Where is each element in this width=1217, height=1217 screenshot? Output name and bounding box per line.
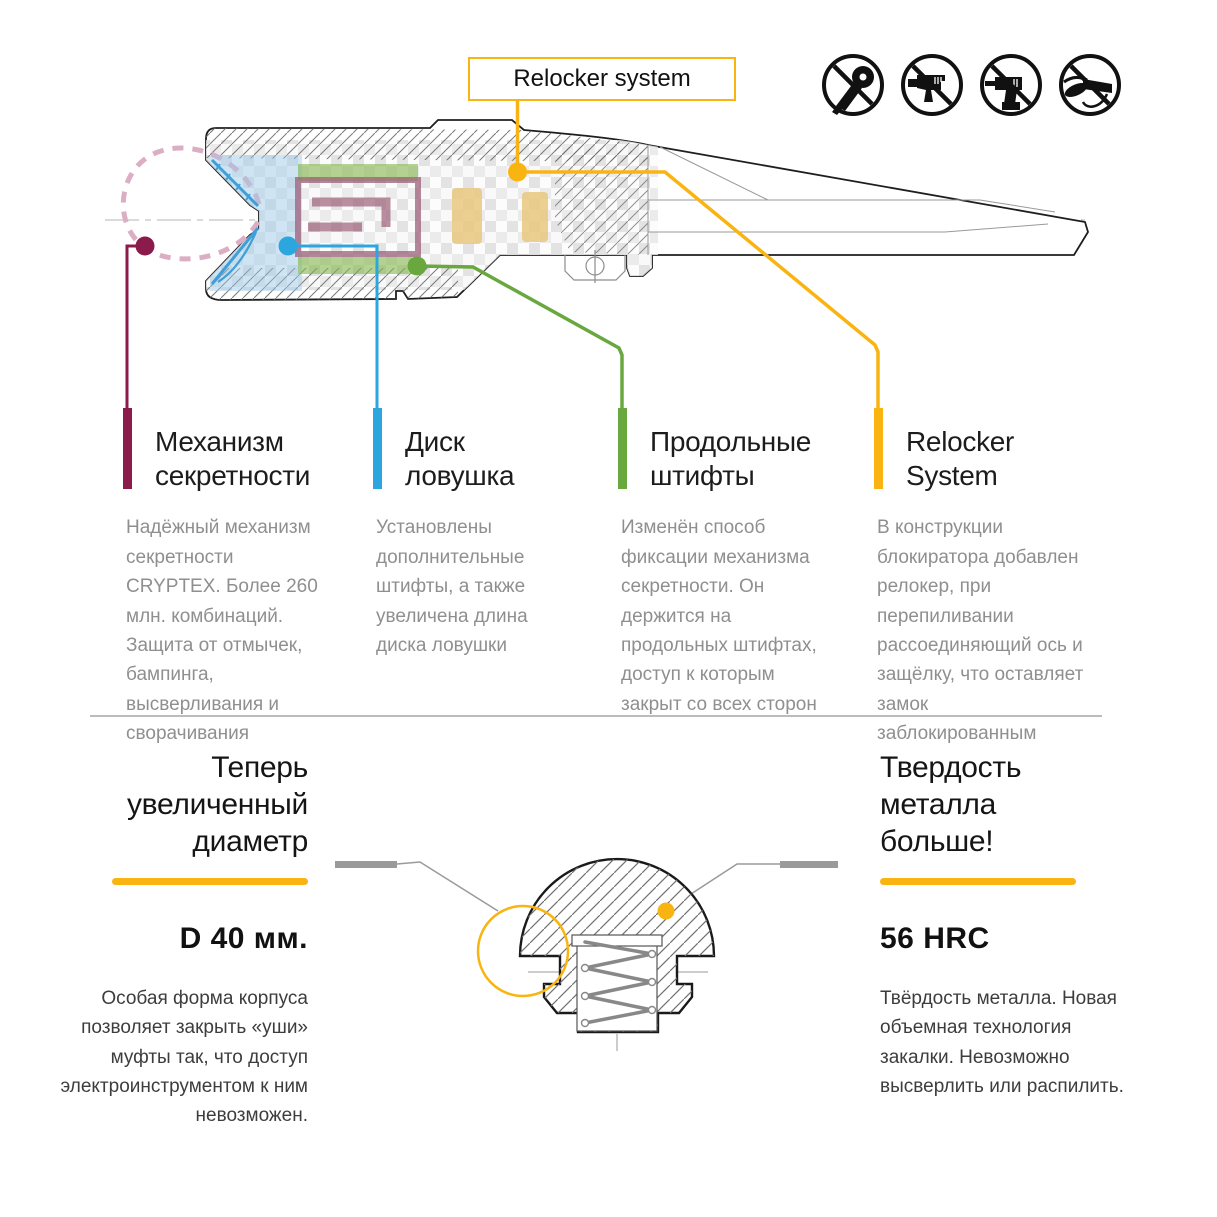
feature-heading: Диск ловушка xyxy=(405,426,515,491)
yellow-underline xyxy=(112,878,308,885)
accent-bar-maroon xyxy=(123,408,132,489)
accent-bar-green xyxy=(618,408,627,489)
hardness-highlight-dot xyxy=(658,903,675,920)
relocker-system-label: Relocker system xyxy=(468,57,736,101)
feature-secrecy-mechanism xyxy=(123,408,348,749)
accent-bar-yellow xyxy=(874,408,883,489)
hardness-heading: Твердость металла больше! xyxy=(880,751,1022,858)
feature-heading: Механизм секретности xyxy=(155,426,311,491)
secrecy-mechanism-dot xyxy=(136,237,155,256)
feature-trap-disc xyxy=(373,408,598,660)
feature-body: В конструкции блокиратора добавлен релокер, при перепиливании рассоединяющий ось и защёлку, что оставляет замок заблокированным xyxy=(877,517,1084,745)
feature-body: Установлены дополнительные штифты, а также увеличена длина диска ловушки xyxy=(376,517,528,656)
feature-body: Изменён способ фиксации механизма секретности. Он держится на продольных штифтах, доступ к которым закрыт со всех сторон xyxy=(621,517,817,715)
feature-body: Надёжный механизм секретности CRYPTEX. Более 260 млн. комбинаций. Защита от отмычек, бампинга, высверливания и сворачивания xyxy=(126,517,318,745)
diameter-section xyxy=(60,750,308,1131)
no-power-drill-icon xyxy=(897,50,967,120)
no-cordless-drill-icon xyxy=(976,50,1046,120)
no-die-grinder-icon xyxy=(818,50,888,120)
feature-heading: Relocker System xyxy=(906,426,1015,491)
hatched-junction xyxy=(555,146,648,255)
trap-disc-dot xyxy=(279,237,298,256)
section-divider xyxy=(90,715,1102,717)
hardness-section xyxy=(880,750,1132,1101)
longitudinal-pins-dot xyxy=(408,257,427,276)
prohibited-tools-icons xyxy=(818,50,1125,120)
diameter-value: D 40 мм. xyxy=(179,921,308,955)
no-angle-grinder-icon xyxy=(1055,50,1125,120)
spring-cavity xyxy=(572,935,662,1031)
feature-heading: Продольные штифты xyxy=(650,426,812,491)
diameter-body: Особая форма корпуса позволяет закрыть «уши» муфты так, что доступ электроинструментом к ним невозможен. xyxy=(60,987,308,1127)
rivet-spring-drawing xyxy=(320,845,860,1060)
feature-longitudinal-pins xyxy=(618,408,843,719)
hardness-body: Твёрдость металла. Новая объемная технология закалки. Невозможно высверлить или распилить. xyxy=(880,987,1124,1097)
relocker-dot xyxy=(508,163,527,182)
callout-secrecy-mechanism xyxy=(127,237,155,413)
diameter-heading: Теперь увеличенный диаметр xyxy=(126,751,308,858)
yellow-underline xyxy=(880,878,1076,885)
feature-relocker-system xyxy=(874,408,1099,749)
hardness-value: 56 HRC xyxy=(880,921,990,955)
lock-cross-section-drawing xyxy=(100,100,1100,412)
accent-bar-blue xyxy=(373,408,382,489)
